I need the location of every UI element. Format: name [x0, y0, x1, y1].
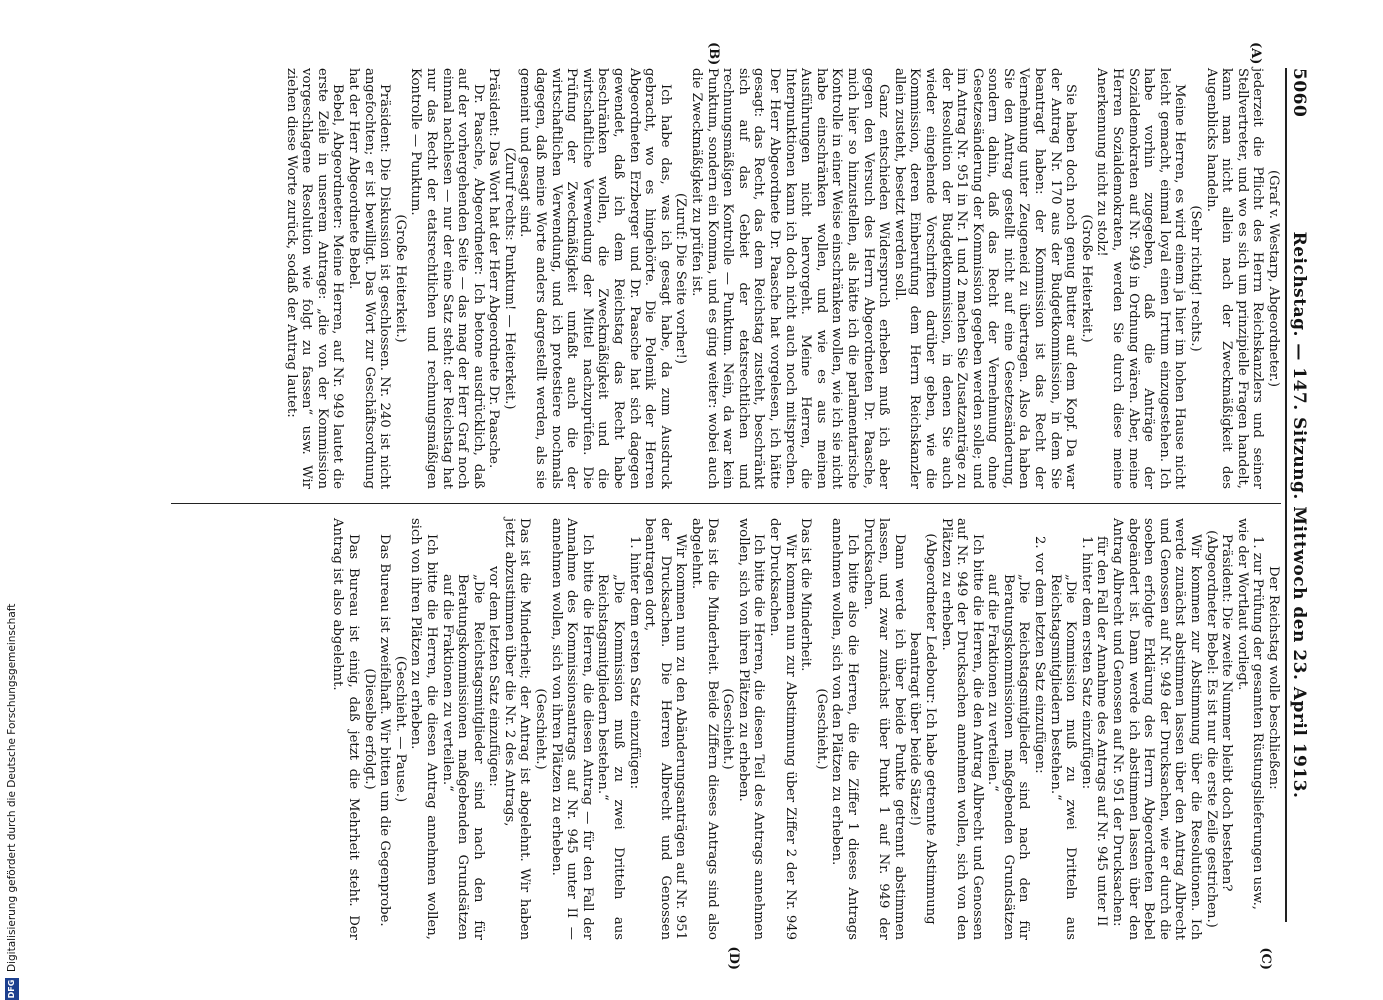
right-column — [171, 504, 1281, 940]
margin-mark-c: (C) — [1258, 947, 1273, 970]
paragraph: (Zuruf: Die Seite vorher!) — [673, 193, 689, 364]
page-title: Reichstag. — 147. Sitzung. Mittwoch den 23. April 1913. — [1289, 231, 1309, 799]
paragraph: Sie haben doch noch genug Butter auf dem Kopf. Da war der Antrag Nr. 170 aus der Budgetkommission, in dem Sie beantragt haben: der Kommission ist das Recht der Vernehmung unter Zeugeneid zu übertragen. Also da haben Sie den Antrag gestellt nicht auf eine Gesetzesänderung, sondern dahin, daß das Recht der Vernehmung ohne Gesetzesänderung der Kommission gegeben werden solle; und im Antrag Nr. 951 in Nr. 1 und 2 machen Sie Zusatzanträge zu der Resolution der Budgetkommission, in denen Sie auch wieder eingehende Vorschriften darüber geben, wie die Kommission, deren Einberufung dem Herrn Reichskanzler allein zusteht, besetzt werden soll. — [891, 68, 1079, 489]
paragraph: Dr. Paasche, Abgeordneter: Ich betone ausdrücklich, daß auf der vorhergehenden Seite — das mag der Herr Graf noch einmal nachlesen — nur der eine Satz steht: der Reichstag hat nur das Recht der etatsrechtlichen und rechnungsmäßigen Kontrolle — Punktum. — [408, 68, 486, 489]
paragraph: Der Reichstag wolle beschließen: — [1266, 566, 1281, 790]
left-column — [171, 68, 1281, 504]
paragraph: (Geschieht.) — [533, 688, 549, 770]
paragraph: (Abgeordneter Bebel: Es ist nur die erste Zeile gestrichen.) — [1203, 530, 1219, 928]
text-columns — [171, 42, 1281, 970]
page-number: 5060 — [1289, 68, 1309, 118]
paragraph: Das ist die Minderheit. Beide Ziffern dieses Antrags sind also abgelehnt. — [689, 518, 720, 940]
paragraph: Wir kommen zur Abstimmung über die Resolutionen. Ich werde zunächst abstimmen lassen über den Antrag Albrecht und Genossen auf Nr. 949 der Drucksachen, wie er durch die soeben erfolgte Erklärung des Herrn Abgeordneten Bebel abgeändert ist. Dann werde ich abstimmen lassen über den Antrag Albrecht und Genossen auf Nr. 951 der Drucksachen: — [1110, 518, 1204, 940]
paragraph: (Abgeordneter Ledebour: Ich habe getrennte Abstimmung beantragt über beide Sätze!) — [907, 533, 938, 925]
paragraph: (Geschieht. — Pause.) — [392, 655, 408, 803]
paragraph: 1. hinter dem ersten Satz einzufügen: — [1078, 536, 1094, 790]
margin-mark-b: (B) — [706, 42, 721, 66]
paragraph: Ganz entschieden Widerspruch erheben muß ich aber gegen den Versuch des Herrn Abgeordneten Dr. Paasche, mich hier so hinzustellen, als hätte ich die parlamentarische Kontrolle in einer Weise einschränken wollen, wie ich sie nicht habe einschränken wollen, und wie es aus meinen Ausführungen nicht hervorgeht. Meine Herren, die Interpunktionen kann ich doch nicht auch noch mitsprechen. Der Herr Abgeordnete Dr. Paasche hat vorgelesen, ich hätte gesagt: das Recht, das dem Reichstag zusteht, beschränkt sich auf das Gebiet der etatsrechtlichen und rechnungsmäßigen Kontrolle — Punktum. Nein, da war kein Punktum, sondern ein Komma, und es ging weiter: wobei auch die Zweckmäßigkeit zu prüfen ist. — [689, 68, 892, 489]
paragraph: Ich habe das, was ich gesagt habe, da zum Ausdruck gebracht, wo es hingehörte. Die Polemik der Herren Abgeordneten Erzberger und Dr. Paasche hat sich dagegen gewendet, daß ich dem Reichstag das Recht habe beschränken wollen, die Zweckmäßigkeit und die wirtschaftliche Verwendung der Mittel nachzuprüfen. Die Prüfung der Zweckmäßigkeit umfaßt auch die der wirtschaftlichen Verwendung, und ich protestiere nochmals dagegen, daß meine Worte anders dargestellt werden, als sie gemeint und gesagt sind. — [517, 68, 673, 489]
paragraph: 1. zur Prüfung der gesamten Rüstungslieferungen usw., — [1250, 536, 1266, 910]
paragraph: (Geschieht.) — [720, 688, 736, 770]
paragraph: Ich bitte die Herren, die diesen Antrag — für den Fall der Annahme des Kommissionsantrags auf Nr. 945 unter II — annehmen wollen, sich von ihren Plätzen zu erheben. — [548, 518, 595, 940]
paragraph: „Die Kommission muß zu zwei Dritteln aus Reichstagsmitgliedern bestehen.“ — [1047, 574, 1079, 940]
paragraph: wie der Wortlaut vorliegt. — [1234, 518, 1250, 691]
margin-mark-a: (A) — [1248, 42, 1263, 65]
paragraph: Präsident: Die Diskussion ist geschlossen. Nr. 240 ist nicht angefochten; er ist bewilligt. Das Wort zur Geschäftsordnung hat der Herr Abgeordnete Bebel. — [345, 68, 393, 489]
paragraph: für den Fall der Annahme des Antrags auf Nr. 945 unter II — [1094, 536, 1110, 927]
funding-note: Digitalisierung gefördert durch die Deutsche Forschungsgemeinschaft — [6, 603, 18, 972]
paragraph: (Geschieht.) — [813, 688, 829, 770]
paragraph: Das ist die Minderheit; der Antrag ist abgelehnt. Wir haben jetzt abzustimmen über die Nr. 2 des Antrags, — [501, 518, 533, 940]
paragraph: Wir kommen nun zur Abstimmung über Ziffer 2 der Nr. 949 der Drucksachen. — [767, 518, 798, 940]
paragraph: Das ist die Minderheit. — [798, 518, 814, 672]
paragraph: Präsident: Das Wort hat der Herr Abgeordnete Dr. Paasche. — [486, 68, 502, 469]
paragraph: (Zuruf rechts: Punktum! — Heiterkeit.) — [501, 147, 517, 410]
page-header — [1285, 68, 1309, 922]
paragraph: (Große Heiterkeit.) — [392, 214, 408, 343]
dfg-logo: DFG — [5, 978, 19, 1000]
paragraph: Meine Herren, es wird einem ja hier im hohen Hause nicht leicht gemacht, einmal loyal einen Irrtum einzugestehen. Ich habe vorhin zugegeben, daß die Anträge der Sozialdemokraten auf Nr. 949 in Ordnung wären. Aber, meine Herren Sozialdemokraten, werden Sie durch diese meine Anerkennung nicht zu stolz! — [1094, 68, 1188, 489]
paragraph: Dann werde ich über beide Punkte getrennt abstimmen lassen, und zwar zunächst über Punkt 1 auf Nr. 949 der Drucksachen. — [860, 518, 907, 940]
paragraph: Wir kommen nun zu den Abänderungsanträgen auf Nr. 951 der Drucksachen. Die Herren Albrecht und Genossen beantragen dort, — [642, 518, 689, 940]
paragraph: Das Bureau ist zweifelhaft. Wir bitten um die Gegenprobe. — [377, 534, 393, 927]
paragraph: „Die Kommission muß zu zwei Dritteln aus Reichstagsmitgliedern bestehen.“ — [595, 574, 627, 940]
paragraph: 2. vor dem letzten Satz einzufügen: — [1032, 536, 1048, 774]
paragraph: Das Bureau ist einig, daß jetzt die Mehrheit steht. Der Antrag ist also abgelehnt. — [330, 518, 361, 940]
paragraph: Ich bitte die Herren, die den Antrag Albrecht und Genossen auf Nr. 949 der Drucksachen annehmen wollen, sich von den Plätzen zu erheben. — [938, 518, 985, 940]
paragraph: vor dem letzten Satz einzufügen: — [486, 566, 502, 787]
paragraph: (Graf v. Westarp, Abgeordneter.) — [1266, 169, 1281, 388]
paragraph: Ich bitte also die Herren, die die Ziffer 1 dieses Antrags annehmen wollen, sich von den Plätzen zu erheben. — [829, 518, 860, 940]
paragraph: (Sehr richtig! rechts.) — [1188, 205, 1204, 352]
paragraph: Ich bitte die Herren, die diesen Antrag annehmen wollen, sich von ihren Plätzen zu erheben. — [408, 518, 439, 940]
paragraph: (Große Heiterkeit.) — [1078, 214, 1094, 343]
paragraph: Bebel, Abgeordneter: Meine Herren, auf Nr. 949 lautet die erste Zeile in unserem Antrage: „die von der Kommission vorgeschlagene Resolution wie folgt zu fassen“ usw. Wir ziehen diese Worte zurück, sodaß der Antrag lautet: — [283, 68, 346, 489]
paragraph: 1. hinter dem ersten Satz einzufügen: — [626, 536, 642, 790]
paragraph: Ich bitte die Herren, die diesen Teil des Antrags annehmen wollen, sich von ihren Plätzen zu erheben. — [735, 518, 767, 940]
paragraph: „Die Reichstagsmitglieder sind nach den für Beratungskommissionen maßgebenden Grundsätzen auf die Fraktionen zu verteilen.“ — [439, 574, 486, 940]
paragraph: (Dieselbe erfolgt.) — [361, 668, 377, 790]
paragraph: Präsident: Die zweite Nummer bleibt doch bestehen? — [1219, 534, 1235, 892]
margin-mark-d: (D) — [726, 946, 741, 970]
paragraph: „Die Reichstagsmitglieder sind nach den für Beratungskommissionen maßgebenden Grundsätzen auf die Fraktionen zu verteilen.“ — [985, 574, 1032, 940]
paragraph: jederzeit die Pflicht des Herrn Reichskanzlers und seiner Stellvertreter, und wo es sich um prinzipielle Fragen handelt, kann man nicht allein nach der Zweckmäßigkeit des Augenblicks handeln. — [1203, 68, 1266, 489]
